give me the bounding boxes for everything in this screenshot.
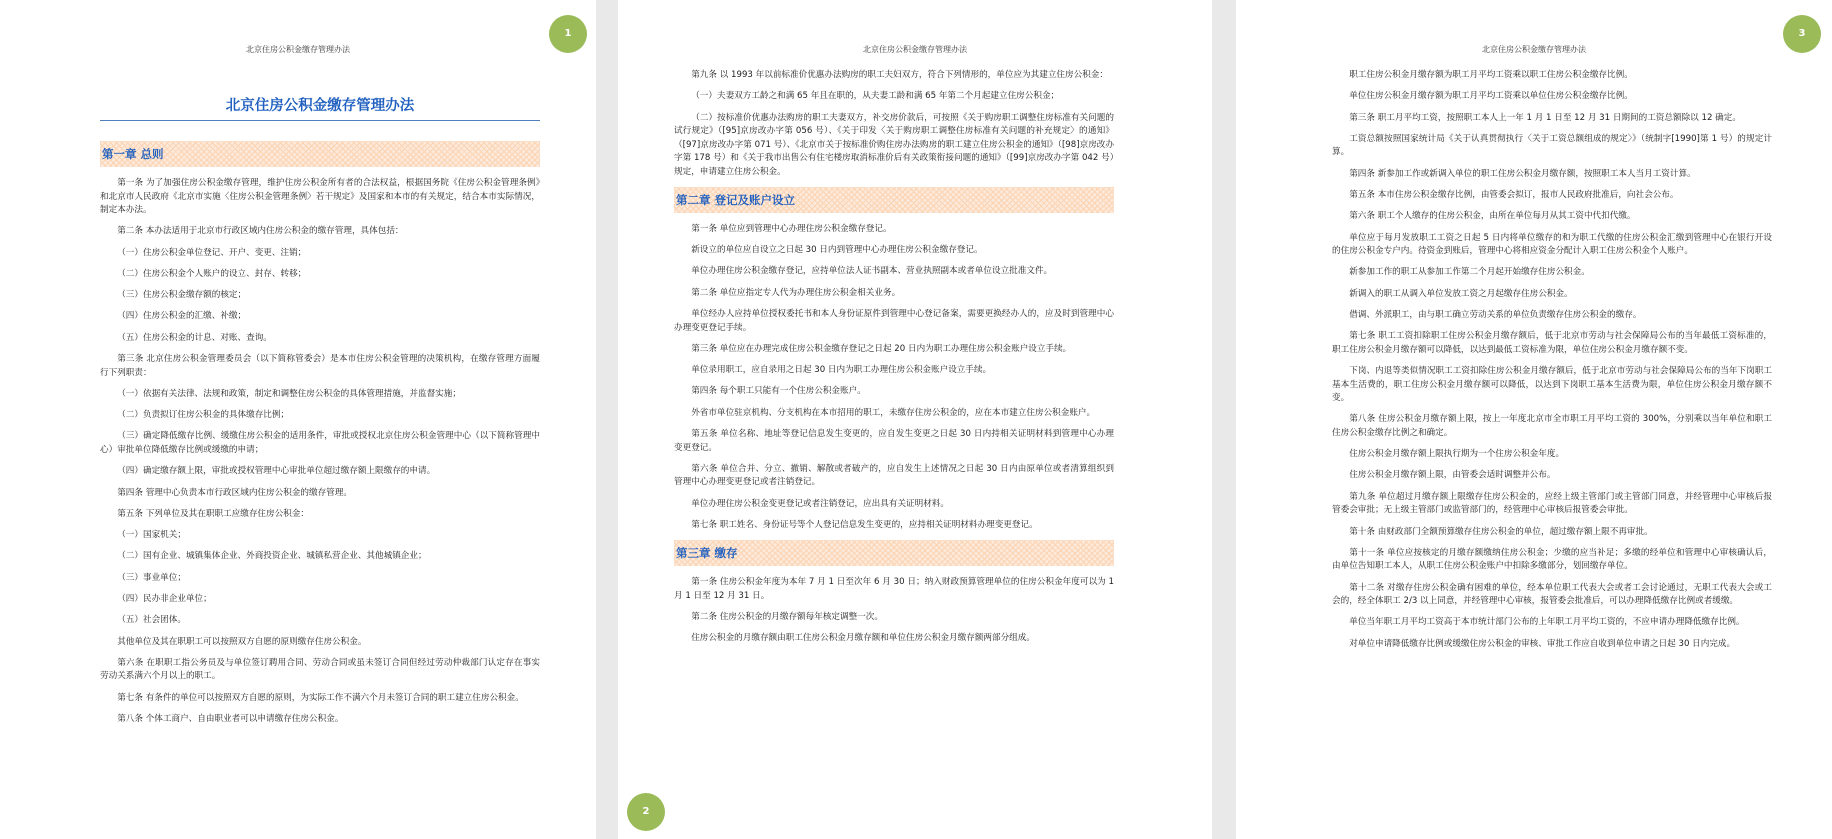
paragraph: （一）夫妻双方工龄之和满 65 年且在职的，从夫妻工龄和满 65 年第二个月起建立住房公积金； bbox=[691, 91, 1060, 102]
paragraph: 第四条 新参加工作或新调入单位的职工住房公积金月缴存额，按照职工本人当月工资计算。 bbox=[1349, 168, 1696, 179]
paragraph: 第五条 单位名称、地址等登记信息发生变更的，应自发生变更之日起 30 日内持相关证明材料到管理中心办理变更登记。 bbox=[674, 429, 1114, 453]
paragraph: （三）事业单位； bbox=[117, 572, 186, 583]
paragraph-list bbox=[674, 576, 1114, 646]
paragraph: 第六条 单位合并、分立、撤销、解散或者破产的，应自发生上述情况之日起 30 日内由原单位或者清算组织到管理中心办理变更登记或者注销登记。 bbox=[674, 463, 1114, 488]
paragraph: 工资总额按照国家统计局《关于认真贯彻执行〈关于工资总额组成的规定〉》（统制字[1990]第 1 号）的规定计算。 bbox=[1332, 133, 1772, 158]
paragraph: 第八条 住房公积金月缴存额上限，按上一年度北京市全市职工月平均工资的 300%，分别乘以当年单位和职工住房公积金缴存比例之和确定。 bbox=[1332, 414, 1772, 438]
paragraph: 单位当年职工月平均工资高于本市统计部门公布的上年职工月平均工资的，不应申请办理降低缴存比例。 bbox=[1349, 617, 1745, 628]
page-body bbox=[1332, 69, 1772, 659]
paragraph: （二）按标准价优惠办法购房的职工夫妻双方，补交房价款后，可按照《关于购房职工调整住房标准有关问题的试行规定》（[95]京房改办字第 056 号）、《关于印发〈关于购房职工调整住房标准有关问题的补充规定〉的通知》（[97]京房改办字第 071 号）、《北京市关于按标准价购住房办法购房的职工建立住房公积金的通知》（[98]京房改办字第 178 号）和《关于我市出售公有住宅楼房取消标准价后有关政策衔接问题的通知》（[99]京房改办字第 042 号）规定，申请建立住房公积金。 bbox=[674, 112, 1114, 177]
paragraph: 第五条 下列单位及其在职职工应缴存住房公积金： bbox=[117, 508, 309, 519]
paragraph: 新设立的单位应自设立之日起 30 日内到管理中心办理住房公积金缴存登记。 bbox=[691, 245, 983, 256]
paragraph: （四）民办非企业单位； bbox=[117, 594, 212, 605]
document-page-3 bbox=[1236, 0, 1832, 839]
paragraph: 借调、外派职工，由与职工确立劳动关系的单位负责缴存住房公积金的缴存。 bbox=[1349, 309, 1642, 320]
paragraph-list bbox=[100, 177, 540, 727]
paragraph: 第一条 单位应到管理中心办理住房公积金缴存登记。 bbox=[691, 223, 892, 234]
paragraph: （四）确定缴存额上限，审批或授权管理中心审批单位超过缴存额上限缴存的申请。 bbox=[117, 466, 436, 477]
paragraph: 第七条 职工工资扣除职工住房公积金月缴存额后，低于北京市劳动与社会保障局公布的当年最低工资标准的，职工住房公积金月缴存额可以降低，以达到最低工资标准为限，单位住房公积金月缴存额不变。 bbox=[1332, 331, 1772, 355]
paragraph: 第六条 职工个人缴存的住房公积金，由所在单位每月从其工资中代扣代缴。 bbox=[1349, 211, 1636, 222]
paragraph: 单位录用职工，应自录用之日起 30 日内为职工办理住房公积金账户设立手续。 bbox=[691, 365, 992, 376]
document-page-1 bbox=[0, 0, 596, 839]
paragraph: 住房公积金月缴存额上限，由管委会适时调整并公布。 bbox=[1349, 470, 1556, 481]
paragraph: 单位办理住房公积金缴存登记，应持单位法人证书副本、营业执照副本或者单位设立批准文件。 bbox=[691, 266, 1053, 277]
paragraph: 第十一条 单位应按核定的月缴存额缴纳住房公积金；少缴的应当补足；多缴的经单位和管理中心审核确认后，由单位告知职工本人，从职工住房公积金账户中扣除多缴部分，划回缴存单位。 bbox=[1332, 547, 1772, 572]
paragraph: 外省市单位驻京机构、分支机构在本市招用的职工，未缴存住房公积金的，应在本市建立住房公积金账户。 bbox=[691, 407, 1096, 418]
paragraph: （二）国有企业、城镇集体企业、外商投资企业、城镇私营企业、其他城镇企业； bbox=[117, 551, 427, 562]
paragraph: 对单位申请降低缴存比例或缓缴住房公积金的审核、审批工作应自收到单位申请之日起 30 日内完成。 bbox=[1349, 638, 1736, 649]
paragraph: 单位住房公积金月缴存额为职工月平均工资乘以单位住房公积金缴存比例。 bbox=[1349, 91, 1633, 102]
chapter-heading: 第一章 总则 bbox=[100, 141, 540, 167]
paragraph: （一）国家机关； bbox=[117, 530, 186, 541]
page-number-badge: 3 bbox=[1783, 15, 1821, 53]
paragraph: （一）住房公积金单位登记、开户、变更、注销； bbox=[117, 247, 307, 258]
paragraph: （三）住房公积金缴存额的核定； bbox=[117, 290, 247, 301]
paragraph: 第八条 个体工商户、自由职业者可以申请缴存住房公积金。 bbox=[117, 714, 344, 725]
paragraph: 单位经办人应持单位授权委托书和本人身份证原件到管理中心登记备案，需要更换经办人的，应及时到管理中心办理变更登记手续。 bbox=[674, 309, 1114, 333]
paragraph: 第三条 单位应在办理完成住房公积金缴存登记之日起 20 日内为职工办理住房公积金账户设立手续。 bbox=[691, 343, 1072, 354]
paragraph-list bbox=[674, 223, 1114, 533]
paragraph: 第二条 住房公积金的月缴存额每年核定调整一次。 bbox=[691, 612, 883, 623]
page-number-badge: 2 bbox=[627, 793, 665, 831]
paragraph: 其他单位及其在职职工可以按照双方自愿的原则缴存住房公积金。 bbox=[117, 636, 367, 647]
paragraph: 住房公积金月缴存额上限执行期为一个住房公积金年度。 bbox=[1349, 449, 1565, 460]
running-header: 北京住房公积金缴存管理办法 bbox=[246, 45, 350, 54]
paragraph: （二）负责拟订住房公积金的具体缴存比例； bbox=[117, 410, 290, 421]
paragraph: 单位应于每月发放职工工资之日起 5 日内将单位缴存的和为职工代缴的住房公积金汇缴到管理中心在银行开设的住房公积金专户内。待资金到账后，管理中心将相应资金分配计入职工住房公积金个人账户。 bbox=[1332, 232, 1772, 257]
paragraph: 第一条 住房公积金年度为本年 7 月 1 日至次年 6 月 30 日；纳入财政预算管理单位的住房公积金年度可以为 1 月 1 日至 12 月 31 日。 bbox=[674, 577, 1114, 601]
paragraph-list bbox=[1332, 69, 1772, 651]
paragraph: （三）确定降低缴存比例、缓缴住房公积金的适用条件，审批或授权北京住房公积金管理中心（以下简称管理中心）审批单位降低缴存比例或缓缴的申请； bbox=[100, 431, 540, 455]
paragraph: 第一条 为了加强住房公积金缴存管理，维护住房公积金所有者的合法权益，根据国务院《住房公积金管理条例》和北京市人民政府《北京市实施〈住房公积金管理条例〉若干规定》及国家和本市的有关规定，结合本市实际情况，制定本办法。 bbox=[100, 178, 540, 215]
paragraph: 新参加工作的职工从参加工作第二个月起开始缴存住房公积金。 bbox=[1349, 267, 1590, 278]
page-number-badge: 1 bbox=[549, 15, 587, 53]
paragraph: 新调入的职工从调入单位发放工资之月起缴存住房公积金。 bbox=[1349, 288, 1573, 299]
paragraph: 第十条 由财政部门全额预算缴存住房公积金的单位，超过缴存额上限不再审批。 bbox=[1349, 526, 1653, 537]
paragraph: （一）依据有关法律、法规和政策，制定和调整住房公积金的具体管理措施，并监督实施； bbox=[117, 388, 461, 399]
paragraph-list bbox=[674, 69, 1114, 179]
paragraph: 第二条 本办法适用于北京市行政区域内住房公积金的缴存管理，具体包括： bbox=[117, 226, 404, 237]
page-body bbox=[100, 96, 540, 734]
paragraph: 第九条 单位超过月缴存额上限缴存住房公积金的，应经上级主管部门或主管部门同意，并经管理中心审核后报管委会审批；无上级主管部门或监管部门的，经管理中心审核后报管委会审批。 bbox=[1332, 491, 1772, 516]
paragraph: 第六条 在职职工指公务员及与单位签订聘用合同、劳动合同或虽未签订合同但经过劳动仲裁部门认定存在事实劳动关系满六个月以上的职工。 bbox=[100, 657, 540, 682]
paragraph: 职工住房公积金月缴存额为职工月平均工资乘以职工住房公积金缴存比例。 bbox=[1349, 70, 1633, 80]
paragraph: 第三条 北京住房公积金管理委员会（以下简称管委会）是本市住房公积金管理的决策机构，在缴存管理方面履行下列职责： bbox=[100, 354, 540, 378]
paragraph: 第七条 有条件的单位可以按照双方自愿的原则，为实际工作不满六个月未签订合同的职工建立住房公积金。 bbox=[117, 692, 524, 703]
running-header: 北京住房公积金缴存管理办法 bbox=[1482, 45, 1586, 54]
paragraph: 第七条 职工姓名、身份证号等个人登记信息发生变更的，应持相关证明材料办理变更登记。 bbox=[691, 519, 1038, 530]
document-page-2 bbox=[618, 0, 1212, 839]
paragraph: 第二条 单位应指定专人代为办理住房公积金相关业务。 bbox=[691, 287, 901, 298]
paragraph: 第十二条 对缴存住房公积金确有困难的单位，经本单位职工代表大会或者工会讨论通过，无职工代表大会或工会的，经全体职工 2/3 以上同意，并经管理中心审核，报管委会批准后，可以办理降低缴存比例或者缓缴。 bbox=[1332, 582, 1772, 607]
chapter-heading: 第二章 登记及账户设立 bbox=[674, 187, 1114, 213]
paragraph: 住房公积金的月缴存额由职工住房公积金月缴存额和单位住房公积金月缴存额两部分组成。 bbox=[691, 633, 1035, 644]
page-body bbox=[674, 69, 1114, 654]
paragraph: 第四条 每个职工只能有一个住房公积金账户。 bbox=[691, 386, 866, 397]
running-header: 北京住房公积金缴存管理办法 bbox=[863, 45, 967, 54]
paragraph: 第三条 职工月平均工资，按照职工本人上一年 1 月 1 日至 12 月 31 日期间的工资总额除以 12 确定。 bbox=[1349, 112, 1741, 123]
paragraph: （四）住房公积金的汇缴、补缴； bbox=[117, 311, 247, 322]
paragraph: 单位办理住房公积金变更登记或者注销登记，应出具有关证明材料。 bbox=[691, 498, 950, 509]
paragraph: （二）住房公积金个人账户的设立、封存、转移； bbox=[117, 268, 307, 279]
paragraph: 第五条 本市住房公积金缴存比例，由管委会拟订，报市人民政府批准后，向社会公布。 bbox=[1349, 189, 1679, 200]
chapter-heading: 第三章 缴存 bbox=[674, 540, 1114, 566]
document-title: 北京住房公积金缴存管理办法 bbox=[100, 96, 540, 121]
paragraph: 第四条 管理中心负责本市行政区域内住房公积金的缴存管理。 bbox=[117, 487, 352, 498]
paragraph: （五）社会团体。 bbox=[117, 615, 186, 626]
paragraph: 下岗、内退等类似情况职工工资扣除住房公积金月缴存额后，低于北京市劳动与社会保障局公布的当年下岗职工基本生活费的，职工住房公积金月缴存额可以降低，以达到下岗职工基本生活费为限，单位住房公积金月缴存额不变。 bbox=[1332, 366, 1772, 404]
paragraph: （五）住房公积金的计息、对账、查询。 bbox=[117, 332, 272, 343]
paragraph: 第九条 以 1993 年以前标准价优惠办法购房的职工夫妇双方，符合下列情形的，单位应为其建立住房公积金： bbox=[691, 70, 1108, 80]
